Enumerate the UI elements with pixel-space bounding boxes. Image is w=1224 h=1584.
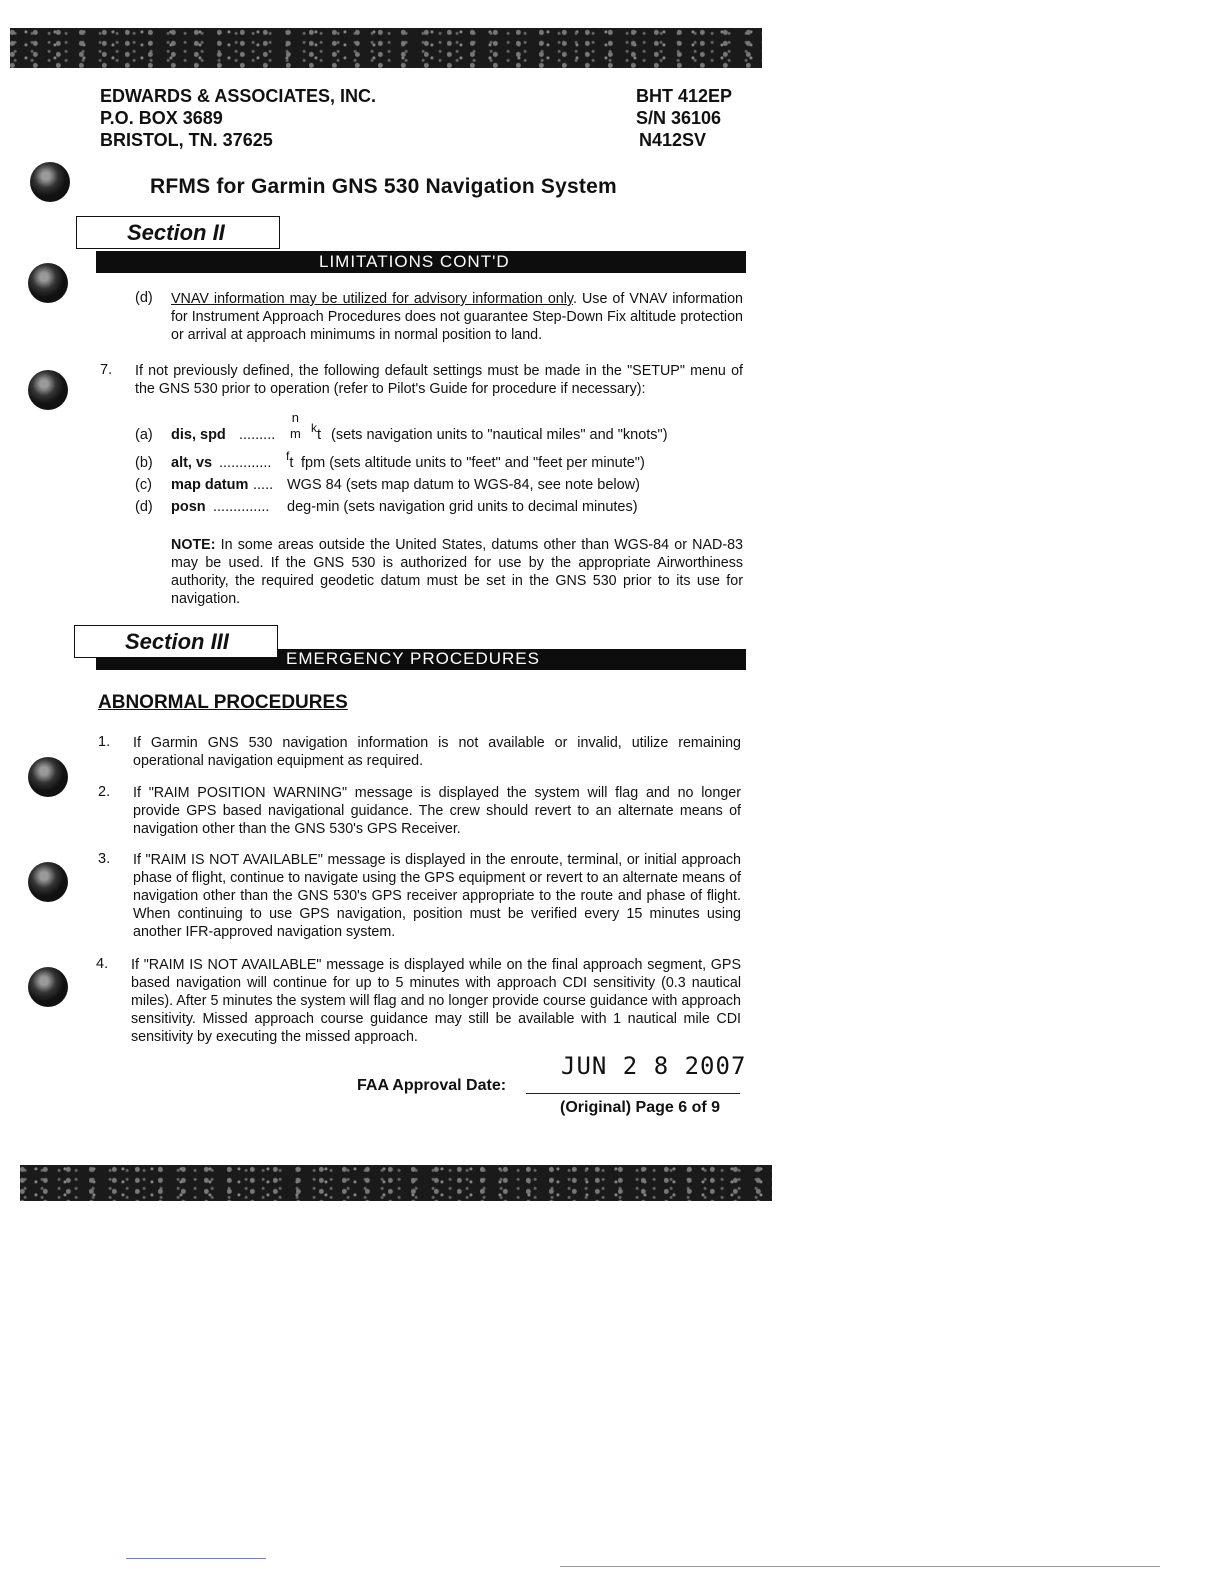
item-number: 3.	[98, 851, 111, 867]
setting-key: alt, vs	[171, 455, 213, 471]
note-label: NOTE:	[171, 537, 216, 553]
scan-artifact-line	[126, 1558, 266, 1559]
section-iii-label: Section III	[74, 625, 278, 658]
approval-date-line	[526, 1093, 740, 1094]
setting-dots: .....	[253, 477, 274, 493]
company-po-box: P.O. BOX 3689	[100, 108, 223, 128]
setting-dots: .............	[219, 455, 272, 471]
setting-label: (b)	[135, 455, 153, 471]
top-scan-band	[10, 28, 762, 68]
document-title: RFMS for Garmin GNS 530 Navigation System	[150, 175, 617, 198]
ft-unit-t: t	[289, 455, 294, 471]
aircraft-serial: S/N 36106	[636, 108, 722, 128]
aircraft-info	[636, 85, 732, 151]
nm-unit-glyph	[290, 410, 301, 441]
company-address	[100, 85, 376, 151]
setting-value: (sets navigation units to "nautical miles" and "knots")	[331, 427, 668, 443]
binder-hole-icon	[30, 162, 70, 202]
ft-unit-f: f	[286, 449, 290, 463]
binder-hole-icon	[28, 757, 68, 797]
item-number: 1.	[98, 734, 111, 750]
section-ii-label: Section II	[76, 216, 280, 249]
setting-row	[135, 477, 640, 493]
setting-key: posn	[171, 499, 206, 515]
setting-row	[135, 410, 668, 443]
setting-dots: .........	[239, 427, 276, 443]
limitations-bar-text: LIMITATIONS CONT'D	[319, 252, 510, 271]
approval-date-stamp: JUN 2 8 2007	[561, 1052, 747, 1080]
note-text: In some areas outside the United States, datums other than WGS-84 or NAD-83 may be used. If the GNS 530 is authorized for use by the appropriate Airworthiness authority, the required geodetic datum must be set in the GNS 530 prior to its use for navigation.	[171, 537, 743, 607]
company-city: BRISTOL, TN. 37625	[100, 130, 273, 150]
abnormal-procedures-heading: ABNORMAL PROCEDURES	[98, 692, 348, 713]
setting-value: fpm (sets altitude units to "feet" and "feet per minute")	[301, 455, 645, 471]
item-7-text: If not previously defined, the following default settings must be made in the "SETUP" menu of the GNS 530 prior to operation (refer to Pilot's Guide for procedure if necessary):	[135, 363, 743, 397]
item-number: 2.	[98, 784, 111, 800]
vnav-advisory-text: VNAV information may be utilized for advisory information only	[171, 291, 573, 307]
procedure-text: If "RAIM POSITION WARNING" message is displayed the system will flag and no longer provide GPS based navigational guidance. The crew should revert to an alternate means of navigation other than the GNS 530's GPS Receiver.	[133, 785, 741, 837]
company-name: EDWARDS & ASSOCIATES, INC.	[100, 86, 377, 106]
item-d-label: (d)	[135, 290, 153, 306]
procedure-text: If "RAIM IS NOT AVAILABLE" message is displayed in the enroute, terminal, or initial approach phase of flight, continue to navigate using the GPS equipment or revert to an alternate means of navigation other than the GNS 530's GPS receiver appropriate to the route and phase of flight. When continuing to use GPS navigation, position must be verified every 15 minutes using another IFR-approved navigation system.	[133, 852, 741, 940]
aircraft-model: BHT 412EP	[636, 86, 733, 106]
setting-label: (d)	[135, 499, 153, 515]
aircraft-registration: N412SV	[639, 130, 707, 150]
setting-label: (a)	[135, 427, 153, 443]
setting-row	[135, 449, 645, 471]
setting-value: WGS 84 (sets map datum to WGS-84, see note below)	[287, 477, 640, 493]
item-7-number: 7.	[100, 362, 113, 378]
binder-hole-icon	[28, 862, 68, 902]
vnav-detail-text: . Use of VNAV information for Instrument Approach Procedures does not guarantee Step-Down Fix altitude protection or arrival at approach minimums in normal position to land.	[171, 291, 743, 343]
setting-label: (c)	[135, 477, 152, 493]
kt-unit-glyph	[311, 421, 322, 443]
item-number: 4.	[96, 956, 109, 972]
ft-unit-glyph	[286, 449, 294, 471]
nm-unit-bottom: m	[290, 426, 301, 441]
kt-unit-k: k	[311, 421, 317, 435]
vnav-limitation	[171, 290, 743, 344]
faa-approval-label: FAA Approval Date:	[357, 1077, 507, 1094]
binder-hole-icon	[28, 263, 68, 303]
setting-key: map datum	[171, 477, 249, 493]
kt-unit-t: t	[317, 427, 322, 443]
binder-hole-icon	[28, 370, 68, 410]
nm-unit-top: n	[291, 410, 300, 425]
binder-hole-icon	[28, 967, 68, 1007]
page-number: (Original) Page 6 of 9	[560, 1099, 721, 1116]
bottom-scan-band	[20, 1165, 772, 1201]
emergency-bar-text: EMERGENCY PROCEDURES	[286, 649, 540, 668]
setting-key: dis, spd	[171, 427, 226, 443]
setting-dots: ..............	[213, 499, 270, 515]
procedure-text: If Garmin GNS 530 navigation information is not available or invalid, utilize remaining operational navigation equipment as required.	[133, 735, 741, 769]
setting-value: deg-min (sets navigation grid units to decimal minutes)	[287, 499, 638, 515]
datum-note	[171, 536, 743, 608]
scan-artifact-line	[560, 1566, 1160, 1567]
setting-row	[135, 499, 638, 515]
limitations-bar	[96, 251, 746, 273]
procedure-text: If "RAIM IS NOT AVAILABLE" message is displayed while on the final approach segment, GPS based navigation will continue for up to 5 minutes with approach CDI sensitivity (0.3 nautical miles). After 5 minutes the system will flag and no longer provide course guidance with approach sensitivity. Missed approach course guidance may still be available with 1 nautical mile CDI sensitivity by executing the missed approach.	[131, 957, 741, 1045]
